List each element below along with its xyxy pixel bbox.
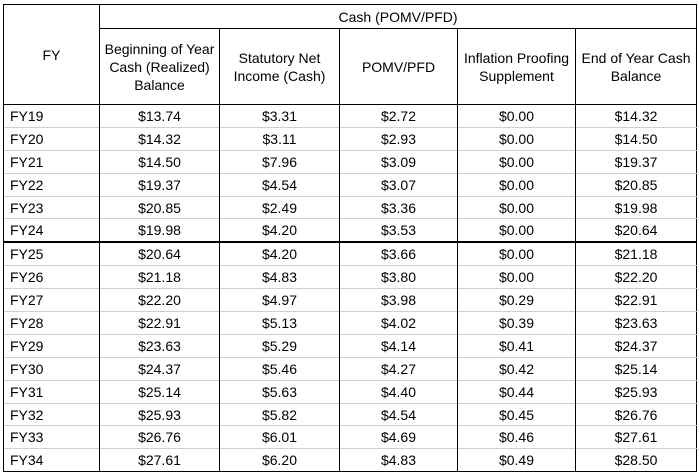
fy-cell: FY25 — [4, 242, 100, 265]
pomv-pfd-cell: $4.02 — [340, 312, 458, 335]
fy-cell: FY22 — [4, 173, 100, 196]
end-balance-cell: $25.93 — [576, 380, 697, 403]
net-income-cell: $6.20 — [220, 449, 340, 472]
pomv-pfd-cell: $4.69 — [340, 426, 458, 449]
table-row — [4, 357, 697, 380]
end-balance-cell: $28.50 — [576, 449, 697, 472]
beginning-balance-cell: $26.76 — [100, 426, 220, 449]
column-header-inflation-proofing: Inflation Proofing Supplement — [458, 29, 576, 105]
end-balance-cell: $22.20 — [576, 266, 697, 289]
table-row — [4, 289, 697, 312]
table-row — [4, 127, 697, 150]
table-row — [4, 150, 697, 173]
beginning-balance-cell: $22.91 — [100, 312, 220, 335]
pomv-pfd-cell: $3.09 — [340, 150, 458, 173]
inflation-proofing-cell: $0.00 — [458, 219, 576, 242]
table-row — [4, 403, 697, 426]
beginning-balance-cell: $24.37 — [100, 357, 220, 380]
fy-cell: FY21 — [4, 150, 100, 173]
fy-cell: FY19 — [4, 105, 100, 128]
fy-cell: FY24 — [4, 219, 100, 242]
pomv-pfd-cell: $4.27 — [340, 357, 458, 380]
table-row — [4, 242, 697, 265]
pomv-pfd-cell: $3.66 — [340, 242, 458, 265]
fy-cell: FY31 — [4, 380, 100, 403]
inflation-proofing-cell: $0.49 — [458, 449, 576, 472]
end-balance-cell: $21.18 — [576, 242, 697, 265]
pomv-pfd-cell: $4.54 — [340, 403, 458, 426]
table-row — [4, 173, 697, 196]
net-income-cell: $4.20 — [220, 242, 340, 265]
beginning-balance-cell: $21.18 — [100, 266, 220, 289]
inflation-proofing-cell: $0.41 — [458, 334, 576, 357]
beginning-balance-cell: $23.63 — [100, 334, 220, 357]
pomv-pfd-cell: $3.98 — [340, 289, 458, 312]
fy-cell: FY33 — [4, 426, 100, 449]
inflation-proofing-cell: $0.44 — [458, 380, 576, 403]
inflation-proofing-cell: $0.00 — [458, 173, 576, 196]
inflation-proofing-cell: $0.00 — [458, 127, 576, 150]
inflation-proofing-cell: $0.46 — [458, 426, 576, 449]
column-header-beginning-balance: Beginning of Year Cash (Realized) Balance — [100, 29, 220, 105]
fy-cell: FY23 — [4, 196, 100, 219]
table-row — [4, 334, 697, 357]
pomv-pfd-cell: $2.72 — [340, 105, 458, 128]
pomv-pfd-cell: $3.36 — [340, 196, 458, 219]
end-balance-cell: $20.85 — [576, 173, 697, 196]
fy-cell: FY29 — [4, 334, 100, 357]
pomv-pfd-cell: $3.07 — [340, 173, 458, 196]
fy-cell: FY20 — [4, 127, 100, 150]
inflation-proofing-cell: $0.45 — [458, 403, 576, 426]
inflation-proofing-cell: $0.00 — [458, 266, 576, 289]
end-balance-cell: $26.76 — [576, 403, 697, 426]
beginning-balance-cell: $25.93 — [100, 403, 220, 426]
end-balance-cell: $25.14 — [576, 357, 697, 380]
beginning-balance-cell: $13.74 — [100, 105, 220, 128]
fy-cell: FY28 — [4, 312, 100, 335]
net-income-cell: $6.01 — [220, 426, 340, 449]
inflation-proofing-cell: $0.00 — [458, 242, 576, 265]
pomv-pfd-cell: $4.14 — [340, 334, 458, 357]
net-income-cell: $5.82 — [220, 403, 340, 426]
column-header-net-income: Statutory Net Income (Cash) — [220, 29, 340, 105]
inflation-proofing-cell: $0.00 — [458, 196, 576, 219]
net-income-cell: $5.13 — [220, 312, 340, 335]
fy-header: FY — [4, 5, 100, 105]
table-row — [4, 426, 697, 449]
cash-balance-table — [3, 4, 697, 472]
end-balance-cell: $14.50 — [576, 127, 697, 150]
net-income-cell: $5.29 — [220, 334, 340, 357]
end-balance-cell: $14.32 — [576, 105, 697, 128]
beginning-balance-cell: $25.14 — [100, 380, 220, 403]
pomv-pfd-cell: $3.53 — [340, 219, 458, 242]
fy-cell: FY32 — [4, 403, 100, 426]
beginning-balance-cell: $19.98 — [100, 219, 220, 242]
column-header-end-balance: End of Year Cash Balance — [576, 29, 697, 105]
net-income-cell: $7.96 — [220, 150, 340, 173]
beginning-balance-cell: $19.37 — [100, 173, 220, 196]
table-header — [4, 5, 697, 105]
fy-cell: FY26 — [4, 266, 100, 289]
end-balance-cell: $27.61 — [576, 426, 697, 449]
end-balance-cell: $24.37 — [576, 334, 697, 357]
net-income-cell: $5.46 — [220, 357, 340, 380]
pomv-pfd-cell: $2.93 — [340, 127, 458, 150]
inflation-proofing-cell: $0.39 — [458, 312, 576, 335]
fy-cell: FY27 — [4, 289, 100, 312]
column-header-pomv-pfd: POMV/PFD — [340, 29, 458, 105]
table-row — [4, 219, 697, 242]
net-income-cell: $2.49 — [220, 196, 340, 219]
inflation-proofing-cell: $0.00 — [458, 150, 576, 173]
beginning-balance-cell: $27.61 — [100, 449, 220, 472]
table-row — [4, 266, 697, 289]
end-balance-cell: $19.98 — [576, 196, 697, 219]
beginning-balance-cell: $22.20 — [100, 289, 220, 312]
net-income-cell: $5.63 — [220, 380, 340, 403]
inflation-proofing-cell: $0.42 — [458, 357, 576, 380]
net-income-cell: $4.20 — [220, 219, 340, 242]
end-balance-cell: $19.37 — [576, 150, 697, 173]
net-income-cell: $4.97 — [220, 289, 340, 312]
end-balance-cell: $23.63 — [576, 312, 697, 335]
group-header: Cash (POMV/PFD) — [100, 5, 697, 29]
table-row — [4, 380, 697, 403]
beginning-balance-cell: $14.50 — [100, 150, 220, 173]
fy-cell: FY34 — [4, 449, 100, 472]
pomv-pfd-cell: $4.83 — [340, 449, 458, 472]
table-row — [4, 196, 697, 219]
table-row — [4, 105, 697, 128]
inflation-proofing-cell: $0.00 — [458, 105, 576, 128]
net-income-cell: $3.11 — [220, 127, 340, 150]
end-balance-cell: $22.91 — [576, 289, 697, 312]
pomv-pfd-cell: $3.80 — [340, 266, 458, 289]
net-income-cell: $3.31 — [220, 105, 340, 128]
net-income-cell: $4.83 — [220, 266, 340, 289]
table-row — [4, 312, 697, 335]
pomv-pfd-cell: $4.40 — [340, 380, 458, 403]
beginning-balance-cell: $20.64 — [100, 242, 220, 265]
net-income-cell: $4.54 — [220, 173, 340, 196]
beginning-balance-cell: $20.85 — [100, 196, 220, 219]
inflation-proofing-cell: $0.29 — [458, 289, 576, 312]
beginning-balance-cell: $14.32 — [100, 127, 220, 150]
table-row — [4, 449, 697, 472]
fy-cell: FY30 — [4, 357, 100, 380]
end-balance-cell: $20.64 — [576, 219, 697, 242]
table-body — [4, 105, 697, 472]
